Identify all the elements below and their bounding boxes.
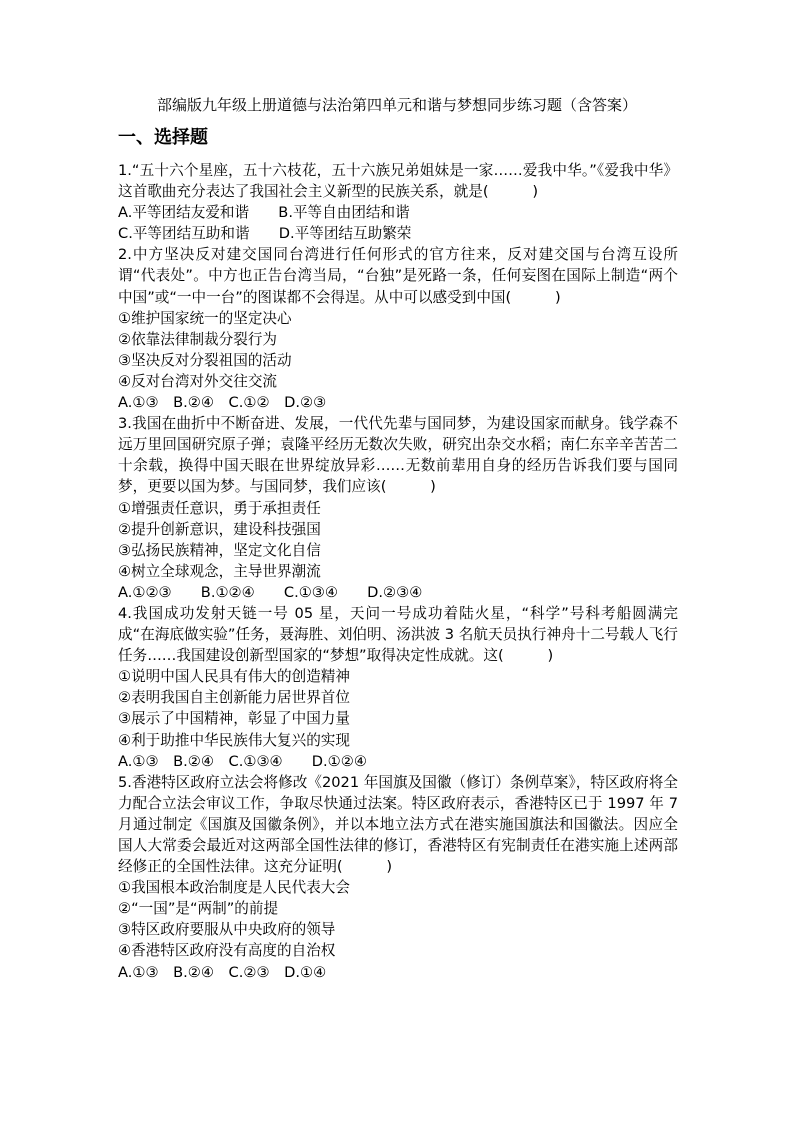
statement-item: ②依靠法律制裁分裂行为 [118,330,278,348]
question-stem: 4.我国成功发射天链一号 05 星，天问一号成功着陆火星，“科学”号科考船圆满完成“在海底做实验”任务，聂海胜、刘伯明、汤洪波 3 名航天员执行神舟十二号载人飞行任务……我国建设创新型国家的“梦想”取得决定性成就。这( ) [118,604,678,665]
answer-options: A.①③ B.②④ C.①② D.②③ [118,394,327,412]
statement-item: ③坚决反对分裂祖国的活动 [118,351,292,369]
answer-options: A.平等团结友爱和谐 B.平等自由团结和谐 [118,204,410,222]
statement-item: ④香港特区政府没有高度的自治权 [118,942,336,960]
answer-options: C.平等团结互助和谐 D.平等团结互助繁荣 [118,225,412,243]
question-stem: 3.我国在曲折中不断奋进、发展，一代代先辈与国同梦，为建设国家而献身。钱学森不远万里回国研究原子弹；袁隆平经历无数次失败，研究出杂交水稻；南仁东辛辛苦苦二十余载，换得中国天眼在世界绽放异彩……无数前辈用自身的经历告诉我们要与国同梦，更要以国为梦。与国同梦，我们应该( ) [118,415,678,496]
question-stem: 1.“五十六个星座，五十六枝花，五十六族兄弟姐妹是一家……爱我中华。”《爱我中华》这首歌曲充分表达了我国社会主义新型的民族关系，就是( ) [118,162,678,201]
question-3 [118,413,678,603]
question-2 [118,244,678,413]
question-stem: 2.中方坚决反对建交国同台湾进行任何形式的官方往来，反对建交国与台湾互设所谓“代表处”。中方也正告台湾当局，“台独”是死路一条，任何妄图在国际上制造“两个中国”或“一中一台”的图谋都不会得逞。从中可以感受到中国( ) [118,246,678,306]
question-5 [118,772,678,983]
statement-item: ③弘扬民族精神，坚定文化自信 [118,541,321,559]
statement-item: ①说明中国人民具有伟大的创造精神 [118,668,350,686]
question-list [118,160,678,983]
statement-item: ②“一国”是“两制”的前提 [118,900,279,918]
statement-item: ②提升创新意识，建设科技强国 [118,520,321,538]
statement-item: ③展示了中国精神，彰显了中国力量 [118,710,350,728]
statement-item: ④反对台湾对外交往交流 [118,372,278,390]
statement-item: ①维护国家统一的坚定决心 [118,309,292,327]
document-title: 部编版九年级上册道德与法治第四单元和谐与梦想同步练习题（含答案） [156,96,637,114]
answer-options: A.①②③ B.①②④ C.①③④ D.②③④ [118,583,423,601]
statement-item: ②表明我国自主创新能力居世界首位 [118,689,350,707]
statement-item: ①我国根本政治制度是人民代表大会 [118,879,350,897]
question-1 [118,160,678,244]
question-stem: 5.香港特区政府立法会将修改《2021 年国旗及国徽（修订）条例草案》，特区政府将全力配合立法会审议工作，争取尽快通过法案。特区政府表示，香港特区已于 1997 年 7 月通过制定《国旗及国徽条例》，并以本地立法方式在港实施国旗法和国徽法。因应全国人大常委会最近对这两部全国性法律的修订，香港特区有宪制责任在港实施上述两部经修正的全国性法律。这充分证明( ) [118,773,678,876]
question-4 [118,603,678,772]
statement-item: ③特区政府要服从中央政府的领导 [118,921,336,939]
statement-item: ④树立全球观念，主导世界潮流 [118,562,321,580]
answer-options: A.①③ B.②④ C.①③④ D.①②④ [118,752,367,770]
answer-options: A.①③ B.②④ C.②③ D.①④ [118,963,327,981]
statement-item: ①增强责任意识，勇于承担责任 [118,499,321,517]
section-heading: 一、选择题 [118,127,208,148]
statement-item: ④利于助推中华民族伟大复兴的实现 [118,731,350,749]
